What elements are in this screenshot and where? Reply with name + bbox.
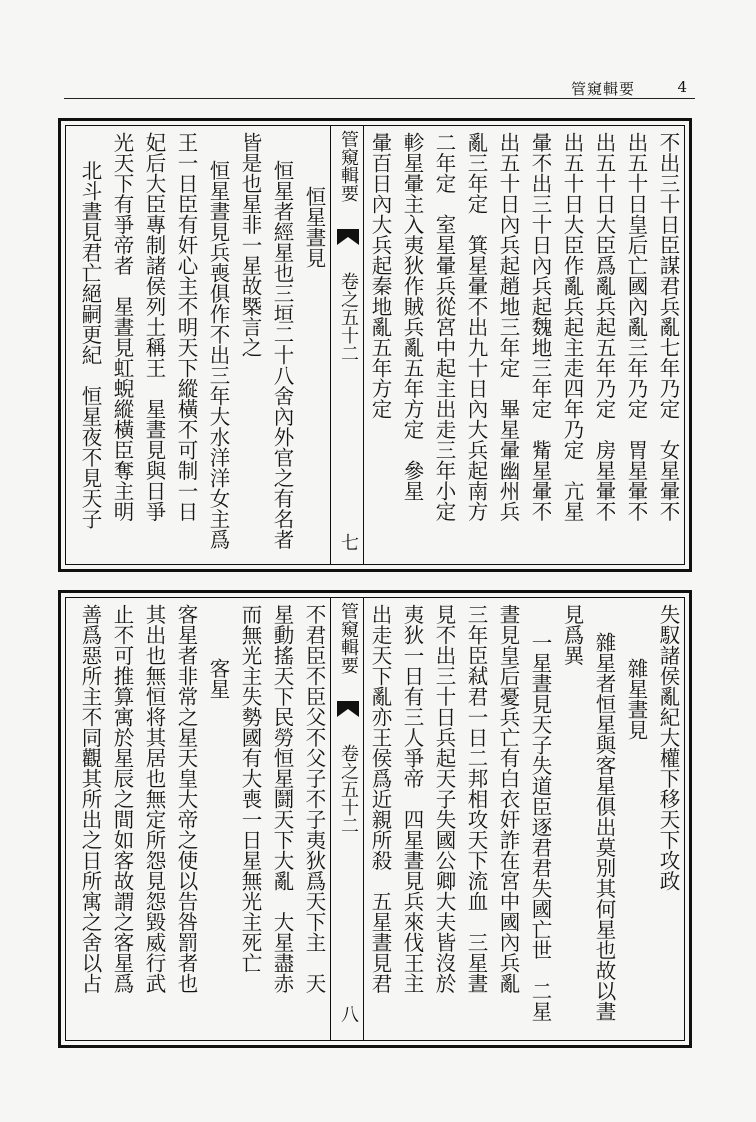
text-column: 恒星晝見兵喪俱作不出三年大水洋洋女主爲	[206, 160, 230, 550]
text-column: 其出也無恒将其居也無定所怨見怨毀威行武	[142, 604, 166, 994]
margin-volume: 卷之五十二	[338, 744, 359, 834]
fish-tail-ornament-icon	[337, 701, 359, 717]
section-heading: 客星	[206, 658, 230, 699]
text-column: 失馭諸侯亂紀大權下移天下攻政	[656, 604, 680, 891]
text-column: 妃后大臣專制諸侯列土稱王 星晝見與日爭	[142, 132, 166, 522]
margin-title: 管窺輯要	[338, 130, 359, 202]
text-column: 不君臣不臣父不父子不子夷狄爲天下主 天	[302, 604, 326, 994]
text-column: 二年定 室星暈兵從宮中起主出走三年小定	[432, 132, 456, 522]
margin-page-number: 七	[338, 533, 359, 551]
text-column: 見爲異	[560, 604, 584, 666]
text-column: 北斗晝見君亡絕嗣更紀 恒星夜不見天子	[78, 160, 102, 529]
text-column: 止不可推算寓於星辰之間如客故謂之客星爲	[110, 604, 134, 994]
text-column: 出五十日大臣爲亂兵起五年乃定 房星暈不	[592, 132, 616, 522]
margin-volume: 卷之五十二	[338, 272, 359, 362]
text-column: 一星晝見天子失道臣逐君君失國亡世 二星	[528, 632, 552, 1022]
margin-page-number: 八	[338, 1005, 359, 1023]
upper-page-block	[58, 118, 692, 572]
text-column: 暈百日內大兵起秦地亂五年方定	[368, 132, 392, 419]
text-column: 王一日臣有奸心主不明天下縱橫不可制一日	[174, 132, 198, 522]
text-column: 出五十日皇后亡國內亂三年乃定 胃星暈不	[624, 132, 648, 522]
text-column: 出五十日內兵起趙地三年定 畢星暈幽州兵	[496, 132, 520, 522]
text-column: 軫星暈主入夷狄作賊兵亂五年方定 參星	[400, 132, 424, 501]
text-column: 星動搖天下民勞恒星鬪天下大亂 大星盡赤	[270, 604, 294, 994]
text-column: 客星者非常之星天皇大帝之使以告咎罰者也	[174, 604, 198, 994]
section-heading: 恒星晝見	[302, 186, 326, 268]
text-column: 而無光主失勢國有大喪一日星無光主死亡	[238, 604, 262, 973]
section-heading: 雜星晝見	[624, 658, 648, 740]
text-column: 出走天下亂亦王侯爲近親所殺 五星晝見君	[368, 604, 392, 994]
running-header	[64, 78, 695, 99]
margin-title: 管窺輯要	[338, 602, 359, 674]
upper-text-frame	[65, 125, 685, 565]
text-column: 見不出三十日兵起天子失國公卿大夫皆沒於	[432, 604, 456, 994]
fold-margin	[330, 126, 364, 564]
text-column: 雜星者恒星與客星俱出莫別其何星也故以晝	[592, 632, 616, 1022]
text-column: 光天下有爭帝者 星晝見虹蜺縱橫臣奪主明	[110, 132, 134, 522]
text-column: 三年臣弒君一日二邦相攻天下流血 三星晝	[464, 604, 488, 994]
page-number: 4	[677, 78, 687, 96]
fold-margin	[330, 598, 364, 1040]
fish-tail-ornament-icon	[337, 229, 359, 245]
lower-text-frame	[65, 597, 685, 1041]
text-column: 亂三年定 箕星暈不出九十日內大兵起南方	[464, 132, 488, 522]
text-column: 善爲惡所主不同觀其所出之日所寓之舍以占	[78, 604, 102, 994]
text-column: 皆是也星非一星故槩言之	[238, 132, 262, 358]
text-column: 出五十日大臣作亂兵起主走四年乃定 亢星	[560, 132, 584, 522]
text-column: 晝見皇后憂兵亡有白衣奸詐在宮中國內兵亂	[496, 604, 520, 994]
running-title: 管窺輯要	[570, 80, 635, 98]
text-column: 暈不出三十日內兵起魏地三年定 觜星暈不	[528, 132, 552, 522]
text-column: 不出三十日臣謀君兵亂七年乃定 女星暈不	[656, 132, 680, 522]
lower-page-block	[58, 590, 692, 1048]
text-column: 恒星者經星也三垣二十八舍內外官之有名者	[270, 160, 294, 550]
text-column: 夷狄一日有三人爭帝 四星晝見兵來伐王主	[400, 604, 424, 994]
